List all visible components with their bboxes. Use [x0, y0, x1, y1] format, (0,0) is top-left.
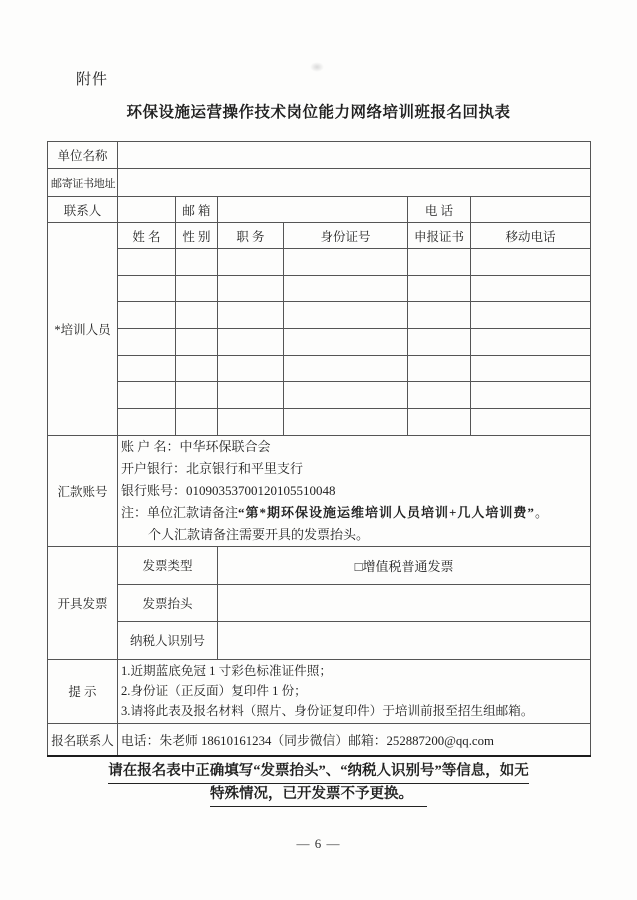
tip-item: 2.身份证（正反面）复印件 1 份； — [121, 684, 307, 699]
remittance-label: 汇款账号 — [48, 435, 118, 546]
remittance-note-bold: “第*期环保设施运维培训人员培训+几人培训费” — [238, 504, 535, 520]
trainee-cell — [118, 249, 176, 276]
trainee-cell — [408, 382, 471, 409]
trainee-cell — [176, 355, 218, 382]
contact-label: 联系人 — [48, 197, 118, 223]
footer-note — [0, 761, 637, 807]
phone-field — [471, 197, 591, 223]
remittance-details — [118, 435, 591, 546]
trainee-cell — [176, 382, 218, 409]
invoice-label: 开具发票 — [48, 546, 118, 659]
account-name-line: 账 户 名：中华环保联合会 — [121, 438, 271, 454]
trainee-cell — [408, 329, 471, 356]
mailing-address-field — [118, 169, 591, 197]
page-title: 环保设施运营操作技术岗位能力网络培训班报名回执表 — [126, 104, 511, 121]
invoice-title-label: 发票抬头 — [118, 584, 218, 621]
registration-form-table — [47, 141, 591, 757]
phone-label: 电 话 — [408, 197, 471, 223]
taxpayer-id-label: 纳税人识别号 — [118, 621, 218, 659]
taxpayer-id-field — [218, 621, 591, 659]
tip-item: 1.近期蓝底免冠 1 寸彩色标准证件照； — [121, 664, 332, 679]
invoice-type-label: 发票类型 — [118, 546, 218, 584]
tips-row — [48, 659, 591, 723]
trainee-cell — [471, 329, 591, 356]
trainee-cell — [218, 382, 284, 409]
trainee-cell — [118, 275, 176, 302]
trainee-cell — [218, 355, 284, 382]
unit-name-row — [48, 142, 591, 169]
trainee-cell — [284, 302, 408, 329]
trainee-cell — [284, 329, 408, 356]
trainee-cell — [118, 329, 176, 356]
trainee-cell — [408, 302, 471, 329]
col-id-number: 身份证号 — [284, 223, 408, 249]
invoice-title-field — [218, 584, 591, 621]
trainee-empty-row — [48, 275, 591, 302]
trainee-empty-row — [48, 302, 591, 329]
trainee-cell — [218, 302, 284, 329]
col-position: 职 务 — [218, 223, 284, 249]
trainee-cell — [118, 302, 176, 329]
mailing-address-label: 邮寄证书地址 — [48, 169, 118, 197]
col-name: 姓 名 — [118, 223, 176, 249]
invoice-type-checkbox-option: □增值税普通发票 — [218, 546, 591, 584]
trainee-cell — [471, 275, 591, 302]
footer-note-line2: 特殊情况，已开发票不予更换。 — [210, 784, 427, 807]
trainee-cell — [218, 275, 284, 302]
contact-row — [48, 197, 591, 223]
attachment-label: 附件 — [76, 72, 109, 88]
trainee-cell — [176, 409, 218, 436]
col-mobile: 移动电话 — [471, 223, 591, 249]
footer-note-line1: 请在报名表中正确填写“发票抬头”、“纳税人识别号”等信息，如无 — [108, 761, 529, 784]
mailing-address-row — [48, 169, 591, 197]
bank-line: 开户银行：北京银行和平里支行 — [121, 460, 304, 476]
email-field — [218, 197, 408, 223]
unit-name-label: 单位名称 — [48, 142, 118, 169]
trainee-empty-row — [48, 382, 591, 409]
trainee-header-row — [48, 223, 591, 249]
unit-name-field — [118, 142, 591, 169]
trainee-cell — [218, 409, 284, 436]
invoice-type-row — [48, 546, 591, 584]
trainee-cell — [284, 275, 408, 302]
tips-content — [118, 659, 591, 723]
col-gender: 性 别 — [176, 223, 218, 249]
trainee-empty-row — [48, 355, 591, 382]
page-number: — 6 — — [296, 836, 341, 851]
trainee-cell — [408, 249, 471, 276]
trainee-cell — [284, 409, 408, 436]
trainee-cell — [118, 382, 176, 409]
trainee-cell — [408, 409, 471, 436]
trainee-cell — [218, 329, 284, 356]
remittance-note-line: 注：单位汇款请备注“第*期环保设施运维培训人员培训+几人培训费”。 — [121, 504, 548, 520]
trainee-cell — [471, 355, 591, 382]
trainee-cell — [408, 275, 471, 302]
trainee-cell — [471, 382, 591, 409]
trainee-cell — [284, 249, 408, 276]
trainee-cell — [118, 409, 176, 436]
trainee-cell — [284, 382, 408, 409]
trainee-cell — [176, 302, 218, 329]
trainee-cell — [118, 355, 176, 382]
taxpayer-id-row — [48, 621, 591, 659]
trainee-empty-row — [48, 249, 591, 276]
invoice-title-row — [48, 584, 591, 621]
registration-contact-label: 报名联系人 — [48, 723, 118, 756]
trainee-cell — [471, 409, 591, 436]
registration-contact-row — [48, 723, 591, 756]
trainee-cell — [176, 249, 218, 276]
email-label: 邮 箱 — [176, 197, 218, 223]
trainee-cell — [176, 275, 218, 302]
trainee-empty-row — [48, 409, 591, 436]
account-number-line: 银行账号：01090353700120105510048 — [121, 482, 336, 498]
contact-name-field — [118, 197, 176, 223]
remittance-note-line2: 个人汇款请备注需要开具的发票抬头。 — [148, 526, 370, 542]
trainee-empty-row — [48, 329, 591, 356]
col-certificate: 申报证书 — [408, 223, 471, 249]
trainees-label: *培训人员 — [48, 223, 118, 436]
trainee-cell — [284, 355, 408, 382]
tips-label: 提 示 — [48, 659, 118, 723]
registration-contact-value: 电话：朱老师 18610161234（同步微信）邮箱：252887200@qq.com — [118, 723, 591, 756]
remittance-row — [48, 435, 591, 546]
trainee-cell — [218, 249, 284, 276]
trainee-cell — [408, 355, 471, 382]
scan-artifact — [310, 62, 324, 72]
trainee-cell — [471, 249, 591, 276]
tip-item: 3.请将此表及报名材料（照片、身份证复印件）于培训前报至招生组邮箱。 — [121, 704, 534, 719]
trainee-cell — [471, 302, 591, 329]
trainee-cell — [176, 329, 218, 356]
